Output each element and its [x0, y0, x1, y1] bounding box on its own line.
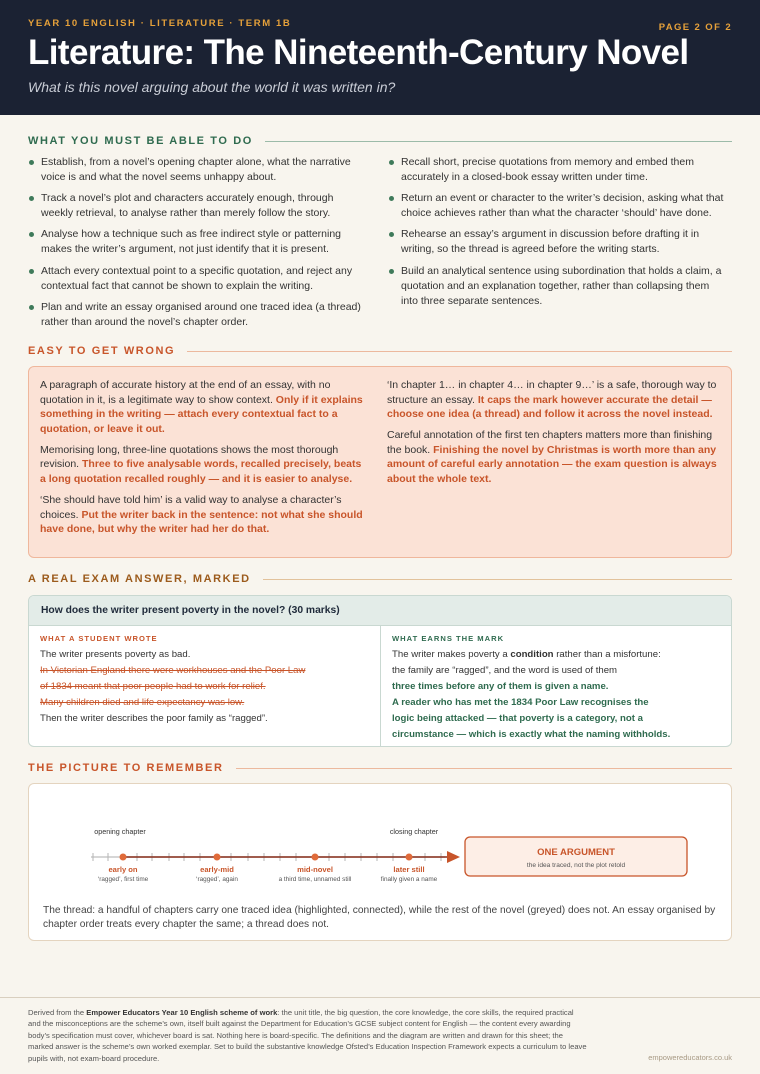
thread-point	[406, 854, 413, 861]
point-sublabel: a third time, unnamed still	[278, 876, 352, 883]
misconception-item	[40, 378, 370, 436]
student-answer-label: WHAT A STUDENT WROTE	[40, 634, 158, 643]
misconception-fix: It caps the mark however accurate the detail — choose one idea (a thread) and follow it across the novel instead.	[387, 393, 713, 421]
objectives-heading-text: WHAT YOU MUST BE ABLE TO DO	[28, 135, 253, 147]
thread-point	[214, 854, 221, 861]
misconception-fix: Finishing the novel by Christmas is worth more than any amount of careful early annotation — the exam question is always about the whole text.	[387, 443, 717, 486]
mark-highlight-line: logic being attacked — that poverty is a category, not a	[392, 713, 643, 724]
mark-line	[392, 647, 722, 663]
mark-keyword: condition	[510, 649, 554, 660]
source-note-body: : the unit title, the big question, the core knowledge, the core skills, the required practical and the misconceptions are the scheme’s own, itself built against the Department for Education’s GCSE subject content for English — the content every awarding body’s specification must cover, whichever board is sat. Nothing here is board-specific. The definitions and the diagram are written and drawn for this sheet; the marked answer is the scheme’s own worked exemplar. Set to build the substantive knowledge Ofsted’s Education Inspection Framework expects a curriculum to leave pupils with, not exam-board procedure.	[28, 1008, 587, 1063]
objectives-right-column	[388, 155, 728, 315]
misconception-text: ‘She should have told him’ is a valid way to analyse a character’s choices.	[40, 494, 342, 521]
point-label: mid-novel	[297, 865, 333, 874]
point-sublabel: ‘ragged’, again	[196, 876, 238, 883]
mark-answer-column	[381, 626, 732, 746]
misconception-text: A paragraph of accurate history at the end of an essay, with no quotation in it, is a legitimate way to show context.	[40, 379, 331, 406]
point-label: later still	[393, 865, 425, 874]
point-label: early on	[108, 865, 138, 874]
thread-diagram	[29, 784, 733, 904]
thread-diagram-card	[28, 783, 732, 941]
misconceptions-box	[28, 366, 732, 558]
point-sublabel: ‘ragged’, first time	[97, 876, 149, 883]
source-note-scheme: Empower Educators Year 10 English scheme of work	[86, 1008, 278, 1017]
mark-highlight-line: circumstance — which is exactly what the naming withholds.	[392, 729, 671, 740]
wrong-heading-text: EASY TO GET WRONG	[28, 345, 176, 357]
misconception-fix: Only if it explains something in the writing — attach every contextual fact to a quotation, or leave it out.	[40, 393, 363, 435]
heading-rule	[187, 351, 732, 352]
exam-answer-card	[28, 595, 732, 747]
misconception-item	[40, 493, 370, 537]
objectives-left-column	[28, 155, 368, 336]
objective-item: Recall short, precise quotations from memory and embed them accurately in a closed-book essay written under time.	[388, 155, 728, 185]
struck-answer-line: of 1834 meant that poor people had to work for relief.	[40, 681, 266, 692]
heading-rule	[236, 768, 733, 769]
misconception-item	[387, 378, 717, 422]
answer-line: The writer presents poverty as bad.	[40, 649, 191, 660]
student-answer-column	[29, 626, 381, 746]
exam-question: How does the writer present poverty in the novel? (30 marks)	[29, 596, 731, 626]
heading-rule	[263, 579, 732, 580]
objective-item: Build an analytical sentence using subordination that holds a claim, a quotation and an explanation together, rather than collapsing them into three separate sentences.	[388, 264, 728, 309]
misconception-item	[387, 428, 717, 486]
misconception-fix: Three to five analysable words, recalled precisely, beats a long quotation recalled roughly — and it is easier to analyse.	[40, 458, 362, 486]
misconception-fix: Put the writer back in the sentence: not what she should have done, but why the writer had her do that.	[40, 508, 363, 536]
mark-line: the family are “ragged”, and the word is used of them	[392, 665, 618, 676]
page-number: PAGE 2 OF 2	[658, 22, 732, 33]
objective-item: Establish, from a novel’s opening chapter alone, what the narrative voice is and what the novel seems unhappy about.	[28, 155, 368, 185]
exam-heading-text: A REAL EXAM ANSWER, MARKED	[28, 573, 251, 585]
argument-box-subtitle: the idea traced, not the plot retold	[526, 862, 626, 869]
objective-item: Analyse how a technique such as free indirect style or patterning makes the writer’s argument, not just identify that it is present.	[28, 227, 368, 257]
struck-answer-line: In Victorian England there were workhouses and the Poor Law	[40, 665, 306, 676]
mark-highlight-line: three times before any of them is given a name.	[392, 681, 609, 692]
answer-line: Then the writer describes the poor family as “ragged”.	[40, 713, 268, 724]
course-eyebrow: YEAR 10 ENGLISH · LITERATURE · TERM 1B	[28, 18, 292, 29]
source-note-lead: Derived from the	[28, 1008, 87, 1017]
point-sublabel: finally given a name	[380, 876, 438, 883]
misconceptions-right-column	[387, 378, 717, 493]
objective-item: Rehearse an essay’s argument in discussion before drafting it in writing, so the thread is agreed before the writing starts.	[388, 227, 728, 257]
page-header	[0, 0, 760, 115]
picture-heading	[28, 762, 732, 774]
mark-highlight-line: A reader who has met the 1834 Poor Law recognises the	[392, 697, 649, 708]
website-link[interactable]: empowereducators.co.uk	[648, 1053, 732, 1062]
objective-item: Return an event or character to the writer’s decision, asking what that choice achieves rather than what the character ‘should’ have done.	[388, 191, 728, 221]
objectives-heading	[28, 135, 732, 147]
misconception-text: ‘In chapter 1… in chapter 4… in chapter 9…’ is a safe, thorough way to structure an essay.	[387, 379, 717, 406]
diagram-caption: The thread: a handful of chapters carry one traced idea (highlighted, connected), while the rest of the novel (greyed) does not. An essay organised by chapter order treats every chapter the same; a thread does not.	[43, 905, 716, 930]
page-title: Literature: The Nineteenth-Century Novel	[28, 33, 689, 72]
objective-item: Plan and write an essay organised around one traced idea (a thread) rather than around the novel’s chapter order.	[28, 300, 368, 330]
objective-item: Attach every contextual point to a specific quotation, and reject any contextual fact that cannot be shown to explain the writing.	[28, 264, 368, 294]
struck-answer-line: Many children died and life expectancy was low.	[40, 697, 245, 708]
misconceptions-left-column	[40, 378, 370, 543]
thread-point	[312, 854, 319, 861]
misconception-text: Careful annotation of the first ten chapters matters more than finishing the book.	[387, 429, 713, 456]
mark-text: The writer makes poverty a	[392, 649, 511, 660]
source-note	[28, 1007, 588, 1064]
page-subtitle: What is this novel arguing about the world it was written in?	[28, 79, 396, 95]
mark-text: rather than a misfortune:	[553, 649, 661, 660]
mark-answer-label: WHAT EARNS THE MARK	[392, 634, 505, 643]
thread-arrowhead	[447, 851, 460, 863]
picture-heading-text: THE PICTURE TO REMEMBER	[28, 762, 224, 774]
argument-box-title: ONE ARGUMENT	[537, 847, 615, 858]
exam-heading	[28, 573, 732, 585]
opening-chapter-label: opening chapter	[94, 827, 146, 836]
page-footer	[0, 997, 760, 1074]
misconception-text: Memorising long, three-line quotations shows the most thorough revision.	[40, 443, 339, 471]
heading-rule	[265, 141, 732, 142]
thread-point	[120, 854, 127, 861]
wrong-heading	[28, 345, 732, 357]
misconception-item	[40, 443, 370, 487]
closing-chapter-label: closing chapter	[389, 827, 439, 836]
point-label: early-mid	[200, 865, 234, 874]
objective-item: Track a novel’s plot and characters accurately enough, through weekly retrieval, to analyse rather than merely follow the story.	[28, 191, 368, 221]
